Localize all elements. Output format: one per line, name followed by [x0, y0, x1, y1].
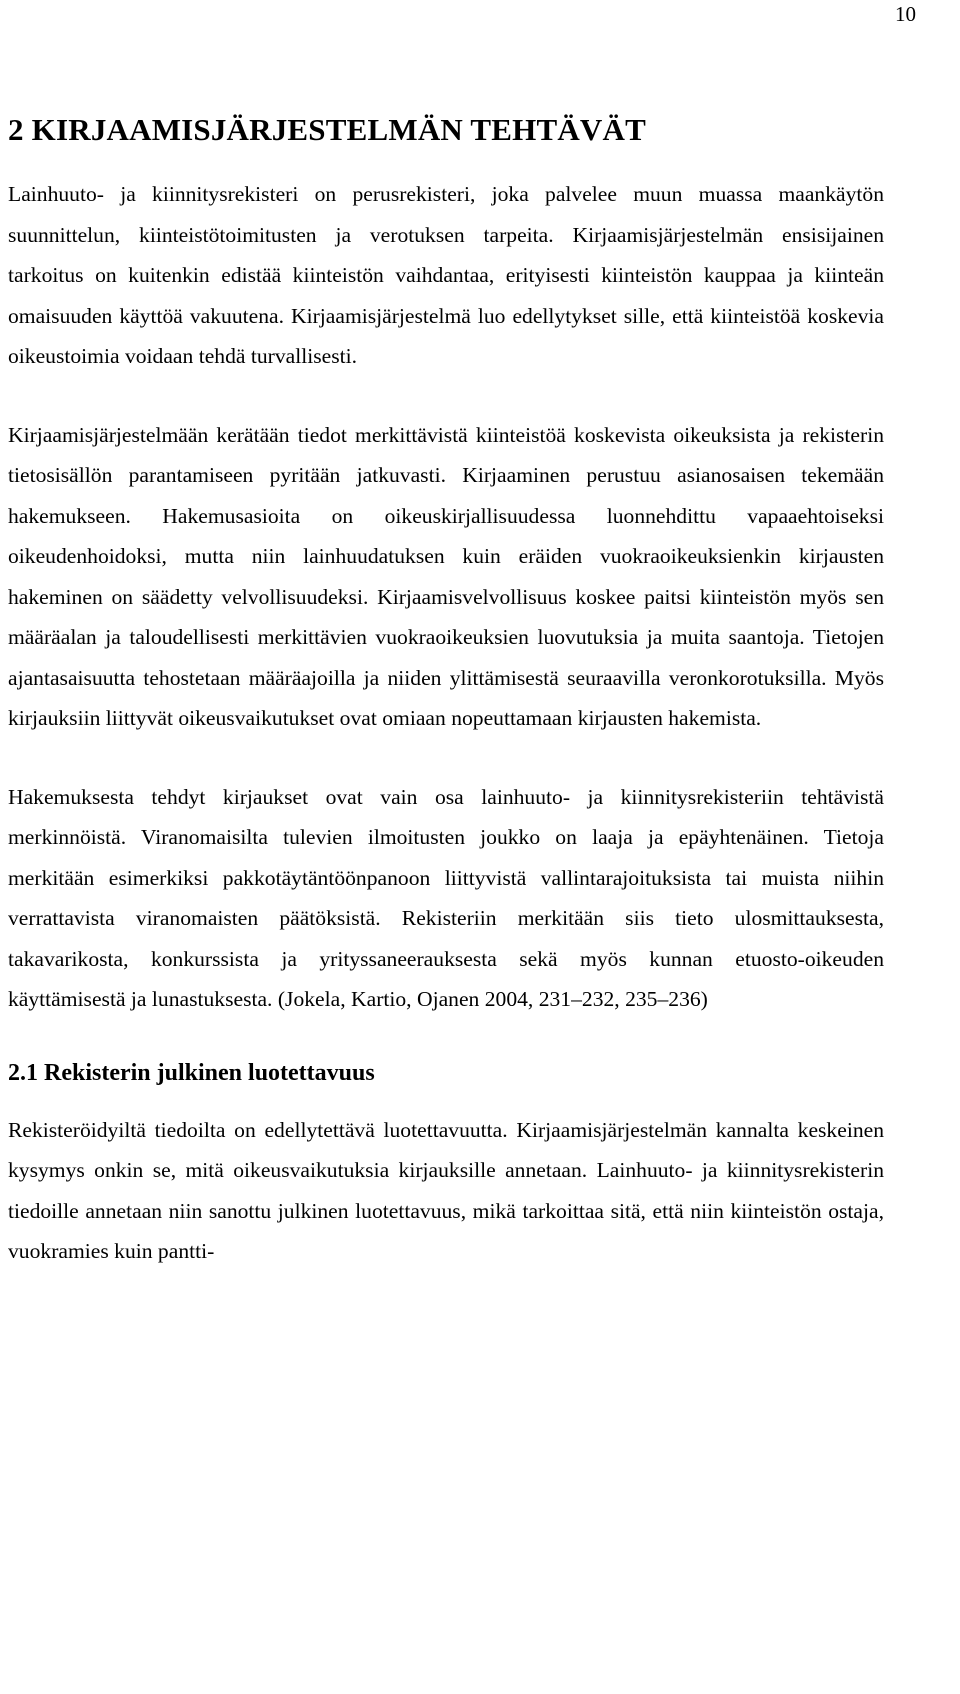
paragraph: Rekisteröidyiltä tiedoilta on edellytettävä luotettavuutta. Kirjaamisjärjestelmän kannalta keskeinen kysymys onkin se, mitä oikeusvaikutuksia kirjauksille annetaan. Lainhuuto- ja kiinnitysrekisterin tiedoille annetaan niin sanottu julkinen luotettavuus, mikä tarkoittaa sitä, että niin kiinteistön ostaja, vuokramies kuin pantti- — [8, 1117, 884, 1263]
section-title: 2.1 Rekisterin julkinen luotettavuus — [8, 1059, 375, 1086]
paragraph: Hakemuksesta tehdyt kirjaukset ovat vain osa lainhuuto- ja kiinnitysrekisteriin tehtävistä merkinnöistä. Viranomaisilta tulevien ilmoitusten joukko on laaja ja epäyhtenäinen. Tietoja merkitään esimerkiksi pakkotäytäntöönpanoon liittyvistä vallintarajoituksista tai muista niihin verrattavista viranomaisten päätöksistä. Rekisteriin merkitään siis tieto ulosmittauksesta, takavarikosta, konkurssista ja yrityssaneerauksesta sekä myös kunnan etuosto-oikeuden käyttämisestä ja lunastuksesta. (Jokela, Kartio, Ojanen 2004, 231–232, 235–236) — [8, 784, 884, 1011]
page-number: 10 — [895, 2, 916, 26]
document-body — [8, 112, 884, 1272]
paragraph: Lainhuuto- ja kiinnitysrekisteri on perusrekisteri, joka palvelee muun muassa maankäytön suunnittelun, kiinteistötoimitusten ja verotuksen tarpeita. Kirjaamisjärjestelmän ensisijainen tarkoitus on kuitenkin edistää kiinteistön vaihdantaa, erityisesti kiinteistön kauppaa ja kiinteän omaisuuden käyttöä vakuutena. Kirjaamisjärjestelmä luo edellytykset sille, että kiinteistöä koskevia oikeustoimia voidaan tehdä turvallisesti. — [8, 182, 884, 368]
paragraph: Kirjaamisjärjestelmään kerätään tiedot merkittävistä kiinteistöä koskevista oikeuksista ja rekisterin tietosisällön parantamiseen pyritään jatkuvasti. Kirjaaminen perustuu asianosaisen tekemään hakemukseen. Hakemusasioita on oikeuskirjallisuudessa luonnehdittu vapaaehtoiseksi oikeudenhoidoksi, mutta niin lainhuudatuksen kuin eräiden vuokraoikeuksienkin kirjausten hakeminen on säädetty velvollisuudeksi. Kirjaamisvelvollisuus koskee paitsi kiinteistön myös sen määräalan ja taloudellisesti merkittävien vuokraoikeuksien luovutuksia ja muita saantoja. Tietojen ajantasaisuutta tehostetaan määräajoilla ja niiden ylittämisestä seuraavilla veronkorotuksilla. Myös kirjauksiin liittyvät oikeusvaikutukset ovat omiaan nopeuttamaan kirjausten hakemista. — [8, 422, 884, 730]
chapter-title: 2 KIRJAAMISJÄRJESTELMÄN TEHTÄVÄT — [8, 112, 646, 147]
